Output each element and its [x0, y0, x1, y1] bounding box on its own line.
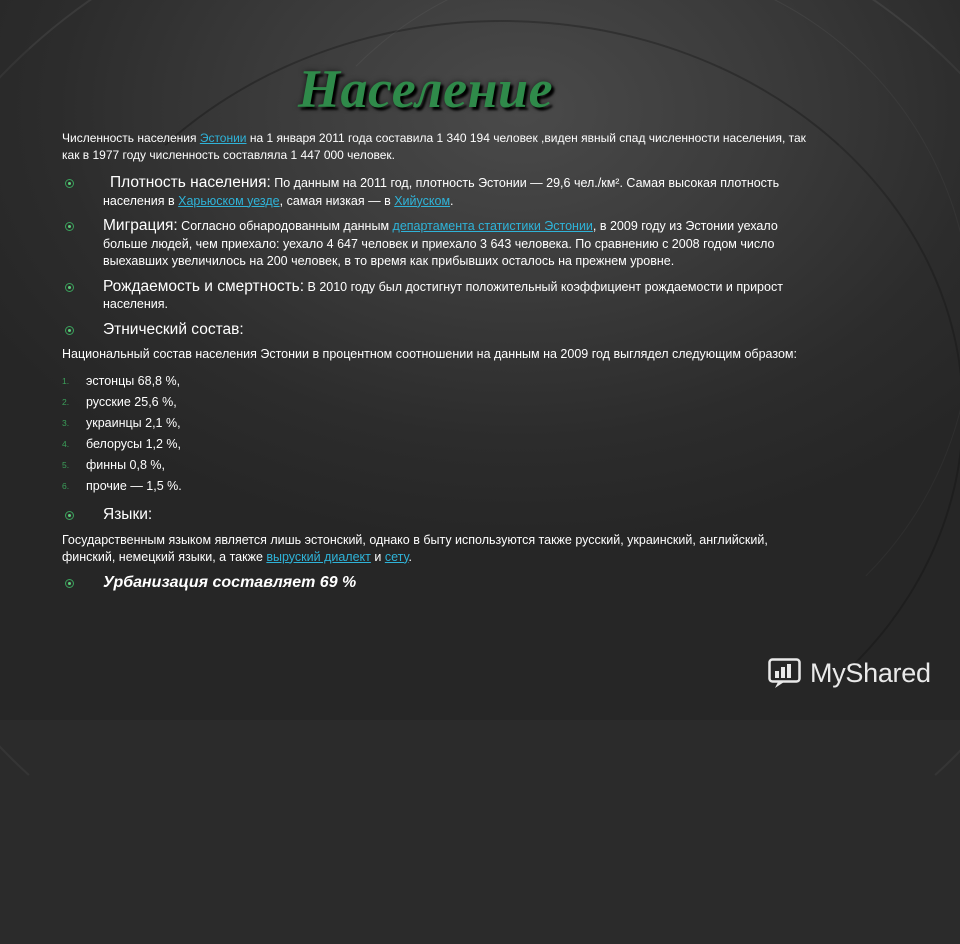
ethnic-paragraph: Национальный состав населения Эстонии в процентном соотношении на данным на 2009 год выглядел следующим образом:: [62, 347, 797, 361]
intro-paragraph: [62, 130, 822, 164]
list-number: 5.: [62, 460, 70, 470]
ethnic-list-item: [62, 371, 822, 392]
list-text: белорусы 1,2 %,: [86, 437, 182, 451]
bullet-icon: [65, 222, 74, 231]
ethnic-list-item: [62, 434, 822, 455]
bullet-icon: [65, 326, 74, 335]
bullet-urbanization: [62, 574, 822, 593]
bullet-heading: Этнический состав:: [103, 320, 244, 338]
intro-text: на 1 января 2011 года составила 1 340 194 человек ,виден явный спад численности населения, так как в 1977 году численность составляла 1 447 000 человек.: [62, 131, 806, 162]
ethnic-list-item: [62, 476, 822, 497]
link-seto[interactable]: сету: [384, 549, 409, 564]
myshared-watermark: [768, 656, 931, 690]
languages-paragraph: [62, 532, 822, 566]
languages-text: .: [408, 549, 412, 564]
list-text: украинцы 2,1 %,: [86, 416, 181, 430]
bullet-text: .: [450, 193, 454, 208]
ethnic-list: [62, 371, 822, 497]
link-estonia[interactable]: Эстонии: [199, 131, 247, 145]
bullet-languages: [62, 506, 822, 525]
bullet-text: Согласно обнародованным данным: [177, 219, 393, 233]
bullet-heading: Урбанизация составляет 69 %: [103, 573, 357, 591]
list-number: 3.: [62, 418, 70, 428]
ethnic-list-item: [62, 413, 822, 434]
bullet-heading: Рождаемость и смертность:: [103, 277, 305, 295]
slide-content: [62, 130, 822, 599]
link-hiiu[interactable]: Хийуском: [394, 193, 451, 208]
intro-text: Численность населения: [62, 131, 200, 145]
bullet-heading: Миграция:: [103, 217, 178, 234]
list-number: 1.: [62, 376, 70, 386]
list-text: прочие — 1,5 %.: [86, 479, 182, 493]
languages-text: Государственным языком является лишь эстонский, однако в быту используются также русский, украинский, английский, финский, немецкий языки, а также: [62, 532, 768, 564]
bullet-ethnic: [62, 321, 822, 340]
link-voro-dialect[interactable]: выруский диалект: [266, 549, 371, 564]
bullet-density: [62, 174, 822, 210]
myshared-logo-icon: [768, 656, 804, 690]
bullet-icon: [65, 283, 74, 292]
ethnic-list-item: [62, 392, 822, 413]
watermark-text: MyShared: [810, 657, 931, 688]
bullet-icon: [65, 579, 74, 588]
list-number: 2.: [62, 397, 70, 407]
ethnic-list-item: [62, 455, 822, 476]
bullet-text: , в 2009 году из Эстонии уехало больше людей, чем приехало: уехало 4 647 человек и приехало 3 643 человека. По сравнению с 2008 годом число выехавших увеличилось на 200 человек, в то время как прибывших осталось на прежнем уровне.: [103, 219, 778, 268]
list-number: 6.: [62, 481, 70, 491]
bullet-text: , самая низкая — в: [279, 193, 395, 208]
bullet-migration: [62, 217, 822, 271]
bullet-icon: [65, 179, 74, 188]
link-harju[interactable]: Харьюском уезде: [178, 193, 280, 208]
slide-title: Население: [298, 59, 554, 119]
bullet-heading: Языки:: [103, 506, 153, 523]
bullet-text: По данным на 2011 год, плотность Эстонии — 29,6 чел./км². Самая высокая плотность населения в: [103, 176, 780, 208]
list-text: финны 0,8 %,: [86, 458, 165, 472]
list-number: 4.: [62, 439, 70, 449]
list-text: русские 25,6 %,: [86, 395, 177, 409]
bullet-birth: [62, 278, 822, 314]
bullet-icon: [65, 511, 74, 520]
list-text: эстонцы 68,8 %,: [86, 374, 181, 388]
link-statistics-department[interactable]: департамента статистики Эстонии: [392, 219, 593, 233]
languages-text: и: [370, 549, 385, 564]
bullet-heading: Плотность населения:: [110, 174, 271, 191]
bullet-text: В 2010 году был достигнут положительный коэффициент рождаемости и прирост населения.: [103, 279, 783, 311]
